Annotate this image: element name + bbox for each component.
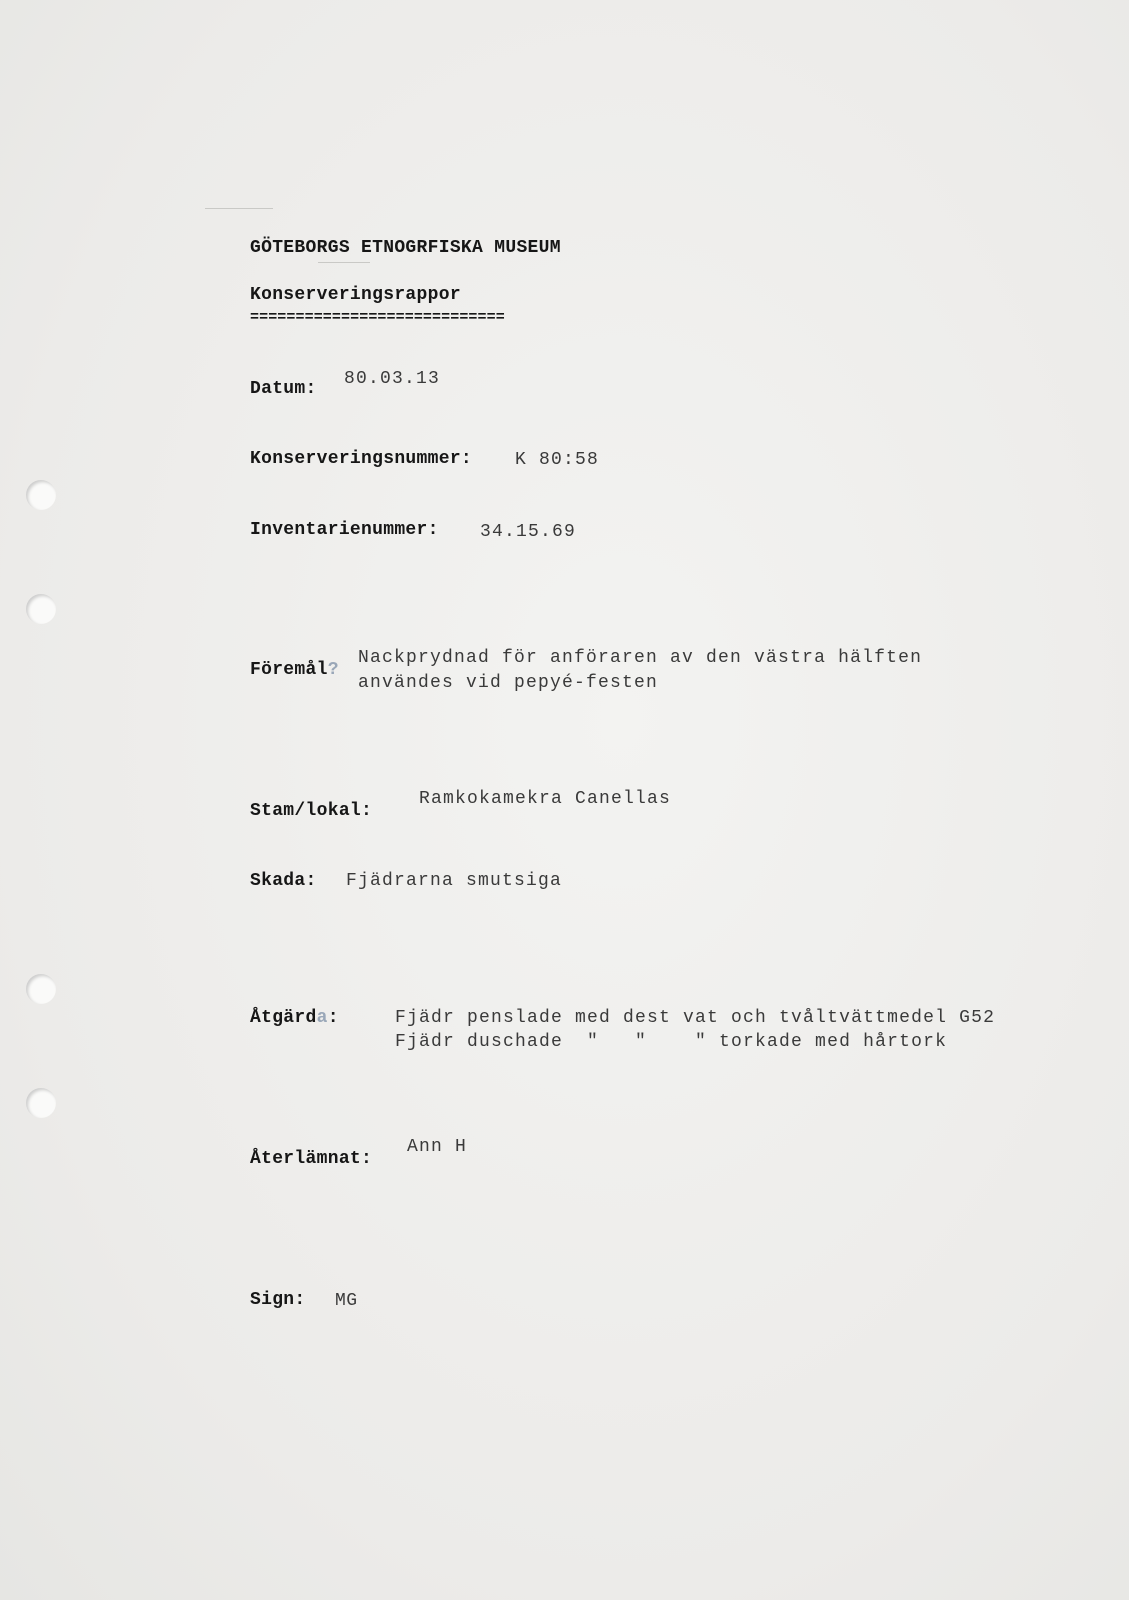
foremal-label-text: Föremål: [250, 660, 328, 680]
punch-hole: [26, 480, 56, 510]
foremal-label: [250, 660, 339, 680]
konserveringsnummer-value: K 80:58: [515, 450, 600, 470]
question-mark: ?: [327, 660, 339, 680]
punch-hole: [26, 594, 56, 624]
datum-value: 80.03.13: [344, 369, 441, 389]
atgarda-faint-letter: a: [316, 1008, 328, 1028]
atgarda-colon: :: [327, 1008, 339, 1028]
pencil-mark: [318, 262, 370, 263]
skada-value: Fjädrarna smutsiga: [346, 871, 563, 891]
pencil-mark: [205, 208, 273, 209]
inventarienummer-value: 34.15.69: [480, 522, 577, 542]
title-underline: ============================: [250, 309, 505, 326]
stam-lokal-value: Ramkokamekra Canellas: [419, 789, 672, 809]
atgarda-label: [250, 1008, 339, 1028]
report-title: Konserveringsrappor: [250, 285, 461, 305]
sign-label: Sign:: [250, 1290, 306, 1310]
atgarda-line-1: Fjädr penslade med dest vat och tvåltvättmedel G52: [395, 1008, 996, 1028]
atgarda-label-text: Åtgärd: [250, 1008, 317, 1028]
aterlamnat-label: Återlämnat:: [250, 1149, 373, 1169]
inventarienummer-label: Inventarienummer:: [250, 520, 439, 540]
datum-label: Datum:: [250, 379, 317, 399]
museum-name: GÖTEBORGS ETNOGRFISKA MUSEUM: [250, 238, 561, 258]
konserveringsnummer-label: Konserveringsnummer:: [250, 449, 473, 469]
stam-lokal-label: Stam/lokal:: [250, 801, 373, 821]
aterlamnat-value: Ann H: [407, 1137, 468, 1157]
skada-label: Skada:: [250, 871, 317, 891]
sign-value: MG: [335, 1291, 358, 1311]
foremal-line-1: Nackprydnad för anföraren av den västra hälften: [358, 648, 923, 668]
punch-hole: [26, 974, 56, 1004]
atgarda-line-2: Fjädr duschade " " " torkade med hårtork: [395, 1032, 948, 1052]
foremal-line-2: användes vid pepyé-festen: [358, 673, 659, 693]
punch-hole: [26, 1088, 56, 1118]
